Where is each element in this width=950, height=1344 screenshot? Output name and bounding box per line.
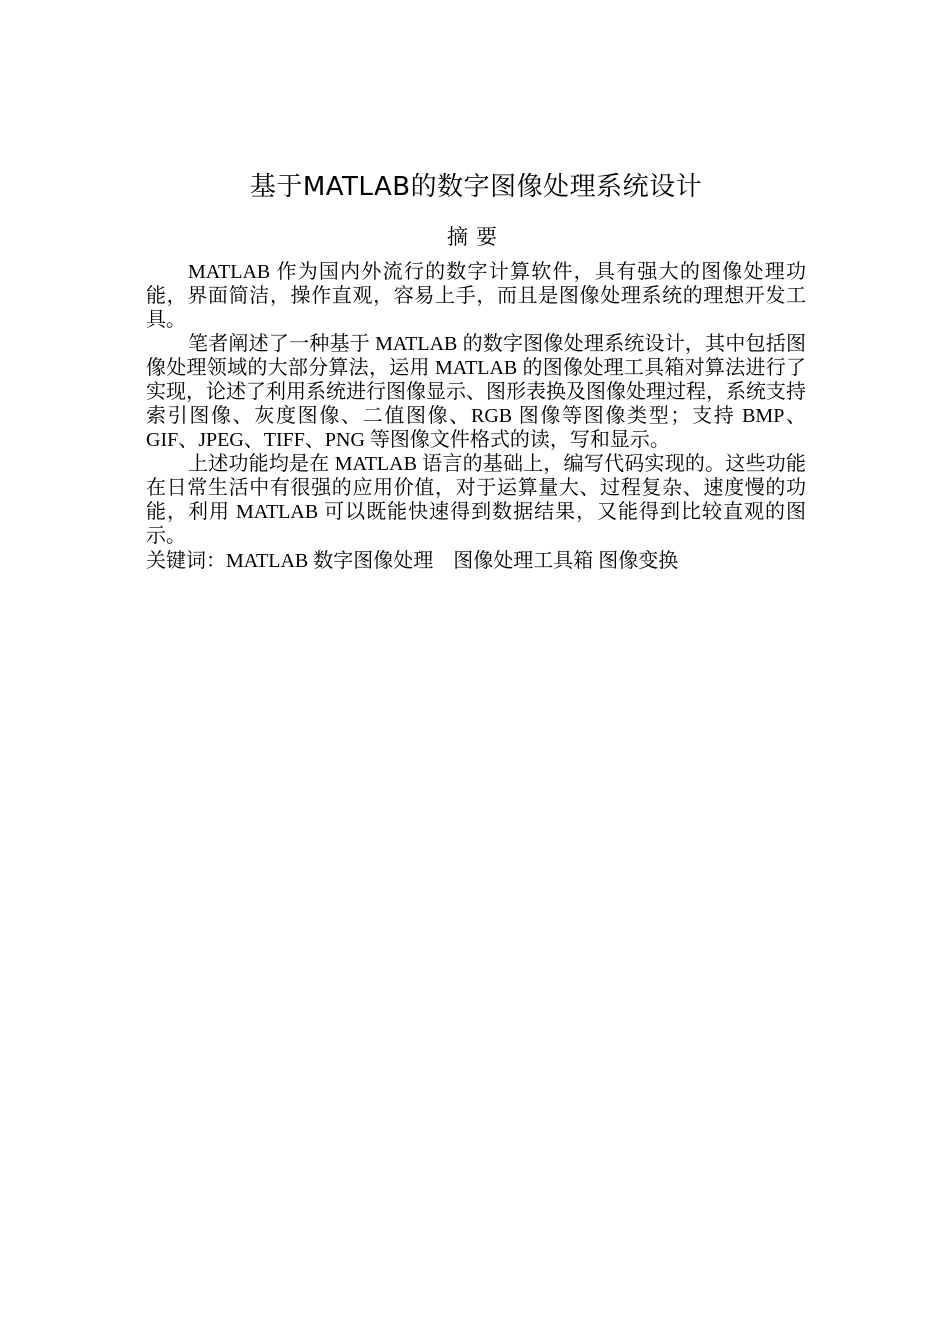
keywords-label: 关键词： xyxy=(146,548,226,572)
document-title: 基于MATLAB的数字图像处理系统设计 xyxy=(249,172,703,202)
abstract-paragraph-2: 笔者阐述了一种基于 MATLAB 的数字图像处理系统设计，其中包括图像处理领域的大部分算法，运用 MATLAB 的图像处理工具箱对算法进行了实现，论述了利用系统进行图像显示、图形表换及图像处理过程，系统支持索引图像、灰度图像、二值图像、RGB 图像等图像类型；支持 BMP、GIF、JPEG、TIFF、PNG 等图像文件格式的读，写和显示。 xyxy=(146,333,806,451)
keywords-text: MATLAB 数字图像处理 图像处理工具箱 图像变换 xyxy=(226,550,679,572)
abstract-paragraph-1: MATLAB 作为国内外流行的数字计算软件，具有强大的图像处理功能，界面简洁，操作直观，容易上手，而且是图像处理系统的理想开发工具。 xyxy=(146,261,806,331)
keywords-line xyxy=(146,548,806,573)
document-content xyxy=(146,168,806,573)
abstract-paragraph-3: 上述功能均是在 MATLAB 语言的基础上，编写代码实现的。这些功能在日常生活中有很强的应用价值，对于运算量大、过程复杂、速度慢的功能，利用 MATLAB 可以既能快速得到数据结果，又能得到比较直观的图示。 xyxy=(146,453,806,547)
abstract-heading: 摘要 xyxy=(447,225,505,249)
